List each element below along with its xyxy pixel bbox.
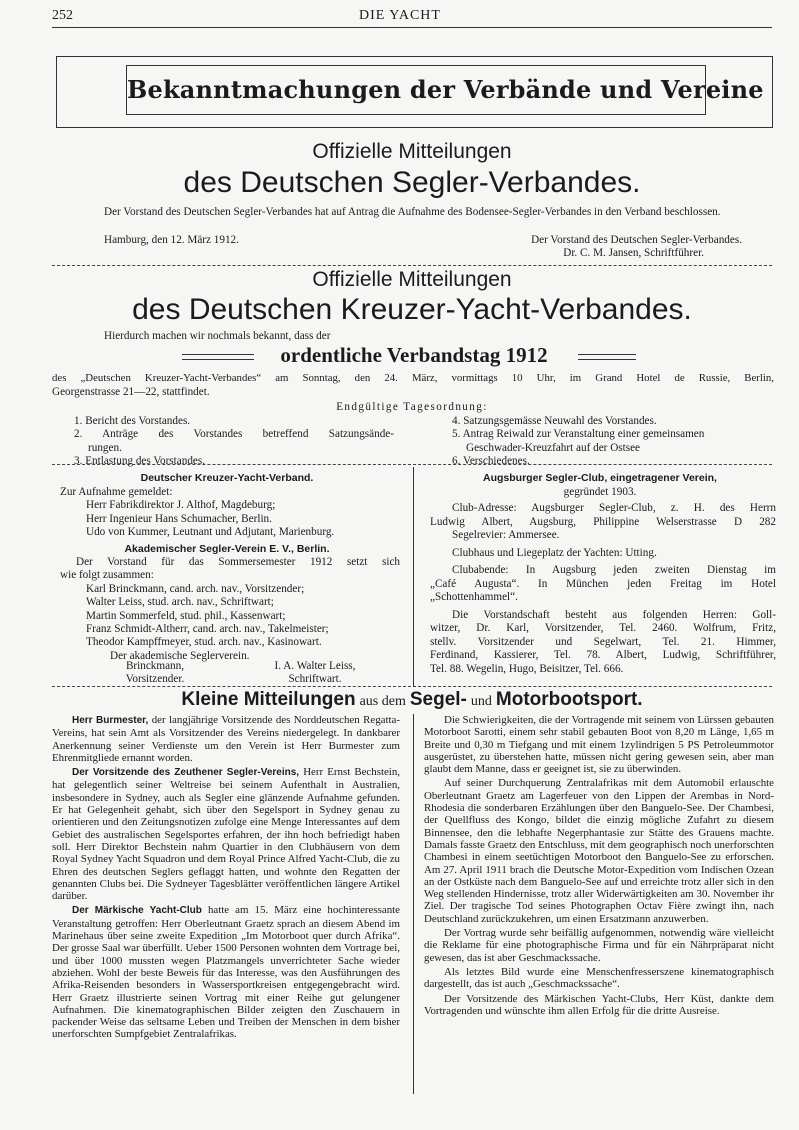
agenda-item: 1. Bericht des Vorstandes. [74,415,191,427]
member-line: Zur Aufnahme gemeldet: [60,486,173,498]
news-text: der langjährige Vorsitzende des Norddeutschen Regatta-Vereins, hat sein Amt als Vorsitzender des Vereins niedergelegt. In dankbarer Anerkennung seiner Verdienste um den Verein ist Herr Burmester zum Ehrenmitgliede ernannt worden. [52,714,400,764]
dsv-signature-1: Der Vorstand des Deutschen Segler-Verbandes. [531,234,742,246]
agenda-right [452,415,776,469]
member-line: Udo von Kummer, Leutnant und Adjutant, Marienburg. [86,526,335,539]
augsburg-line: Ludwig Albert, Augsburg, Philippine Welserstrasse D 282 [430,515,776,528]
asv-line: Franz Schmidt-Altherr, cand. arch. nav., Takelmeister; [86,623,329,636]
asv-title: Akademischer Segler-Verein E. V., Berlin. [124,543,330,555]
news-item [52,714,400,764]
news-paragraph: Die Schwierigkeiten, die der Vortragende mit seinem von Lürssen gebauten Motorboot Sarotti, einem sehr stabil gebauten Boot von 8,20 m Länge, 1,65 m Breite und 0,30 m Tiefgang und mit einem 1zylindrigen 5 PS Petroleummotor ausgerüstet, zu überstehen hatte, müssen nicht gering gewesen sein, aber man glaubt dem Manne, dass er geeignet ist, sie zu überwinden. [424,714,774,776]
dkyv-line-1: des „Deutschen Kreuzer-Yacht-Verbandes“ am Sonntag, den 24. März, vormittags 10 Uhr, im Grand Hotel de Russie, Berlin, [52,372,774,384]
banner-title: Bekanntmachungen der Verbände und Vereine [127,75,764,104]
kleine-left-column [52,714,400,1041]
asv-line: Der Vorstand für das Sommersemester 1912 setzt sich [76,556,400,568]
asv-line: Martin Sommerfeld, stud. phil., Kassenwart; [86,609,286,622]
agenda-item: Geschwader-Kreuzfahrt auf der Ostsee [466,441,641,454]
asv-line: Walter Leiss, stud. arch. nav., Schriftwart; [86,596,274,609]
news-text: hatte am 15. März eine hochinteressante Veranstaltung getroffen: Herr Oberleutnant Graetz sprach an diesem Abend im Marinehaus über seine zweite Expedition „Im Motorboot quer durch Afrika“. Der grosse Saal war überfüllt. Ueber 1500 Personen wohnten dem Vortrage bei, und über 1000 mussten wegen Platzmangels unverrichteter Sache wieder abziehen. Wohl der beste Beweis für das Interesse, was den Ausführungen des Afrika-Reisenden besonders in Wassersportkreisen entgegengebracht wird. Herr Graetz illustrierte seinen Vortrag mit einer Reihe gut gelungener Aufnahmen. Die kinematographischen Bilder zeigten den Zuschauern in packender Weise das seltsame Leben und Treiben der Menschen in dem bisher unerforschten Sumpfgebiet Zentralafrikas. [52,904,400,1041]
news-item [52,904,400,1040]
augsburg-line: Die Vorstandschaft besteht aus folgenden Herren: Goll- [452,608,776,621]
augsburg-line: Clubabende: In Augsburg jeden zweiten Dienstag im [452,564,776,576]
event-bar-right [578,354,636,360]
augsburg-line: Clubhaus und Liegeplatz der Yachten: Utting. [452,546,657,559]
news-paragraph: Der Vortrag wurde sehr beifällig aufgenommen, notwendig wäre vielleicht die Reklame für eine photographische Firma und für ein Nährpräparat nicht gewesen, das ist aber Geschmackssache. [424,927,774,964]
augsburg-line: Club-Adresse: Augsburger Segler-Club, z. H. des Herrn [452,502,776,514]
asv-list [60,556,400,663]
event-bar-left [182,354,254,360]
augsburg-line: „Café Augusta“. In München jeden Freitag im Hotel [430,577,776,590]
banner-box [126,65,764,115]
augsburg-body [430,502,776,676]
kyv-members-title: Deutscher Kreuzer-Yacht-Verband. [140,472,314,484]
news-item [52,766,400,902]
news-paragraph: Als letztes Bild wurde eine Menschenfresserszene kinematographisch dargestellt, das ist auch „Geschmackssache“. [424,965,774,991]
agenda-item: 6. Verschiedenes. [452,455,530,468]
kleine-right-column [424,714,774,1017]
news-paragraph: Der Vorsitzende des Märkischen Yacht-Clubs, Herr Küst, dankte dem Vortragenden und wünschte ihm allen Erfolg für die dritte Ausreise. [424,992,774,1017]
kleine-title-c: Segel- [409,689,467,710]
augsburg-title: Augsburger Segler-Club, eingetragener Verein, [483,472,717,484]
dsv-kicker: Offizielle Mitteilungen [312,140,512,163]
member-line: Herr Fabrikdirektor J. Althof, Magdeburg; [86,499,276,512]
asv-sig-left-2: Vorsitzender. [125,673,185,685]
kleine-heading [52,686,772,716]
news-kicker: Herr Burmester, [72,715,149,726]
dsv-signature-2: Dr. C. M. Jansen, Schriftführer. [563,247,704,259]
news-text: Herr Ernst Bechstein, hat gelegentlich seiner Weltreise bei seinem Aufenthalt in Australien, insbesondere in Sydney, auch als Segler eine glänzende Aufnahme gefunden. Er hat Gelegenheit gehabt, sich über den Segelsport in Sydney genau zu orientieren und den Zeitungsnotizen zufolge eine Menge Interessantes auf dem Gebiet des australischen Segelsportes erfahren, der ihn hoch befriedigt haben soll. Herr Direktor Bechstein nahm Quartier in den Clubhäusern von dem Royal Sydney Yacht Squadron und dem Royal Prince Alfred Yacht-Club, die zu Ehren des deutschen Seglers geflaggt hatten, und wohnte den Regatten der genannten Clubs bei. Die Sydneyer Tagesblätter veröffentlichen längere Artikel darüber. [52,766,400,903]
agenda-left [74,415,394,469]
dkyv-kicker: Offizielle Mitteilungen [312,268,512,291]
kleine-title-b: aus dem [359,694,406,709]
agenda-item: 2. Anträge des Vorstandes betreffend Satzungsände- [74,428,394,441]
dkyv-title: des Deutschen Kreuzer-Yacht-Verbandes. [132,293,692,326]
asv-sig-right-2: Schriftwart. [288,673,342,685]
header-rule [52,27,772,28]
member-line: Herr Ingenieur Hans Schumacher, Berlin. [86,512,272,525]
augsburg-line: Tel. 88. Wegelin, Hugo, Beisitzer, Tel. 666. [430,662,624,675]
dsv-title: des Deutschen Segler-Verbandes. [183,166,641,199]
divider-1 [52,265,772,266]
augsburg-line: Ferdinand, Kassierer, Tel. 78. Albert, Ludwig, Schriftführer, [430,649,776,661]
asv-sig-left-1: Brinckmann, [125,660,185,672]
page-number: 252 [52,8,73,23]
augsburg-line: Segelrevier: Ammersee. [452,529,560,541]
dkyv-intro: Hierdurch machen wir nochmals bekannt, dass der [104,330,331,342]
agenda-item: rungen. [88,441,122,454]
column-rule-top [413,467,414,687]
news-kicker: Der Märkische Yacht-Club [72,905,202,917]
asv-line: Theodor Kampffmeyer, stud. arch. nav., Kasinowart. [86,636,322,649]
agenda-title: Endgültige Tagesordnung: [336,401,488,413]
kleine-title-e: Motorbootsport. [495,689,643,710]
asv-sig-right-1: I. A. Walter Leiss, [274,660,356,672]
running-title: DIE YACHT [359,8,441,23]
kleine-title-a: Kleine Mitteilungen [181,689,356,710]
agenda-item: 4. Satzungsgemässe Neuwahl des Vorstandes. [452,415,657,427]
asv-line: wie folgt zusammen: [60,569,154,582]
kyv-members-list [60,486,410,540]
column-rule-bottom [413,714,414,1094]
augsburg-line: stellv. Vorsitzender und Segelwart, Tel. 21. Himmer, [430,635,776,648]
agenda-item: 3. Entlastung des Vorstandes. [74,455,206,468]
agenda-item: 5. Antrag Reiwald zur Veranstaltung einer gemeinsamen [452,428,705,441]
dsv-place-date: Hamburg, den 12. März 1912. [104,234,239,246]
augsburg-line: witzer, Dr. Karl, Vorsitzender, Tel. 2460. Wolfrum, Fritz, [430,622,776,634]
news-paragraph: Auf seiner Durchquerung Zentralafrikas mit dem Automobil erlauschte Oberleutnant Graetz am Lagerfeuer von den Lippen der Arembas in Nord-Rhodesia die sonderbaren Erzählungen über den Banguelo-See. Der Chambesi, der Quellfluss des Kongo, bildet die einzig mögliche Zufahrt zu diesem Binnensee, den die lebhafte Negerphantasie zur Stätte des Grauens machte. Damals fasste Graetz den Entschluss, mit dem geographisch noch unerforschten Chambesi in einem seetüchtigen Motorboot den Banguelo-See zu erforschen. Am 27. April 1911 brach die Deutsche Motor-Expedition vom Indischen Ozean an der Ostküste nach dem Banguelo-See auf und erreichte trotz aller sich in den Weg stellenden Hindernisse, trotz aller Widerwärtigkeiten am 30. November ihr Ziel. Der tragische Tod seines Photographen Octav Fière zwingt ihn, nach Deutschland zurückzukehren, um einen Ersatzmann anzuwerben. [424,777,774,925]
divider-2 [52,464,772,465]
dkyv-event: ordentliche Verbandstag 1912 [280,343,548,367]
augsburg-line: „Schottenhammel“. [430,591,518,603]
asv-line: Der akademische Seglerverein. [110,649,250,662]
augsburg-founded: gegründet 1903. [563,486,637,498]
asv-line: Karl Brinckmann, cand. arch. nav., Vorsitzender; [86,582,305,595]
dsv-body: Der Vorstand des Deutschen Segler-Verbandes hat auf Antrag die Aufnahme des Bodensee-Segler-Verbandes in den Verband beschlossen. [104,206,721,218]
dkyv-line-2: Georgenstrasse 21—22, stattfindet. [52,386,210,398]
kleine-title-d: und [470,694,492,709]
news-kicker: Der Vorsitzende des Zeuthener Segler-Vereins, [72,767,300,779]
